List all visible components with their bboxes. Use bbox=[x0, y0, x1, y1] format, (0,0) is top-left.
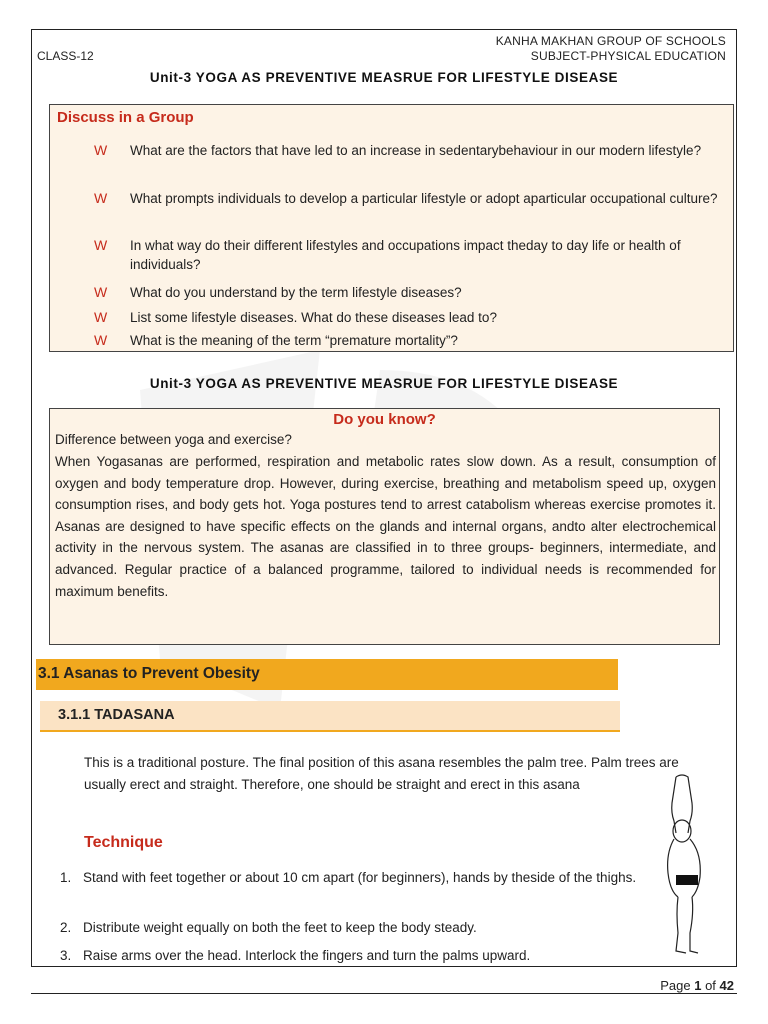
discuss-box bbox=[49, 104, 734, 352]
page-word: Page bbox=[660, 978, 691, 993]
section-heading-bar bbox=[36, 659, 618, 690]
unit-title-repeat: Unit-3 YOGA AS PREVENTIVE MEASRUE FOR LIFESTYLE DISEASE bbox=[149, 376, 619, 391]
intro-paragraph: This is a traditional posture. The final position of this asana resembles the palm tree. Palm trees are usually erect and straight. Therefore, one should be straight and erect in this asana bbox=[84, 755, 679, 792]
step-number: 2. bbox=[60, 920, 72, 935]
school-name: KANHA MAKHAN GROUP OF SCHOOLS bbox=[495, 34, 726, 48]
bullet-icon: W bbox=[94, 237, 108, 253]
do-you-know-heading: Do you know? bbox=[333, 411, 436, 428]
class-label: CLASS-12 bbox=[37, 49, 94, 63]
subject-label: SUBJECT-PHYSICAL EDUCATION bbox=[530, 49, 726, 63]
step-text: Raise arms over the head. Interlock the fingers and turn the palms upward. bbox=[83, 948, 531, 963]
unit-title: Unit-3 YOGA AS PREVENTIVE MEASRUE FOR LIFESTYLE DISEASE bbox=[149, 70, 619, 85]
do-you-know-subheading: Difference between yoga and exercise? bbox=[55, 432, 292, 447]
question-text: What prompts individuals to develop a particular lifestyle or adopt aparticular occupational culture? bbox=[130, 191, 718, 206]
bullet-icon: W bbox=[94, 142, 108, 158]
question-text: What do you understand by the term lifestyle diseases? bbox=[130, 285, 462, 300]
subsection-heading-bar bbox=[40, 701, 620, 732]
step-text: Stand with feet together or about 10 cm apart (for beginners), hands by theside of the thighs. bbox=[83, 870, 637, 885]
bullet-icon: W bbox=[94, 190, 108, 206]
tadasana-figure-illustration bbox=[652, 773, 714, 958]
page-footer bbox=[660, 978, 734, 993]
page-number: 1 bbox=[694, 978, 702, 993]
subsection-title: 3.1.1 TADASANA bbox=[58, 707, 175, 723]
do-you-know-box bbox=[49, 408, 720, 645]
technique-heading: Technique bbox=[84, 834, 163, 851]
do-you-know-paragraph: When Yogasanas are performed, respiration and metabolic rates slow down. As a result, consumption of oxygen and body temperature drop. However, during exercise, breathing and metabolism speed up, oxygen consumption rises, and body gets hot. Yoga postures tend to arrest catabolism whereas exercise promotes it. Asanas are designed to have specific effects on the glands and internal organs, andto alter electrochemical activity in the nervous system. The asanas are classified in to three groups- beginners, intermediate, and advanced. Regular practice of a balanced programme, tailored to individual needs is recommended for maximum benefits. bbox=[55, 454, 716, 599]
step-number: 1. bbox=[60, 870, 72, 885]
question-text: What is the meaning of the term “premature mortality”? bbox=[130, 333, 458, 348]
question-text: List some lifestyle diseases. What do these diseases lead to? bbox=[130, 310, 497, 325]
bullet-icon: W bbox=[94, 284, 108, 300]
question-text: In what way do their different lifestyles and occupations impact theday to day life or health of individuals? bbox=[130, 238, 681, 272]
step-number: 3. bbox=[60, 948, 72, 963]
step-text: Distribute weight equally on both the feet to keep the body steady. bbox=[83, 920, 477, 935]
discuss-heading: Discuss in a Group bbox=[57, 109, 194, 126]
of-word: of bbox=[705, 978, 716, 993]
bullet-icon: W bbox=[94, 332, 108, 348]
school-header bbox=[496, 34, 726, 64]
question-text: What are the factors that have led to an increase in sedentarybehaviour in our modern lifestyle? bbox=[130, 143, 702, 158]
bullet-icon: W bbox=[94, 309, 108, 325]
footer-divider bbox=[31, 993, 737, 994]
section-title: 3.1 Asanas to Prevent Obesity bbox=[38, 665, 260, 682]
page-total: 42 bbox=[719, 978, 734, 993]
